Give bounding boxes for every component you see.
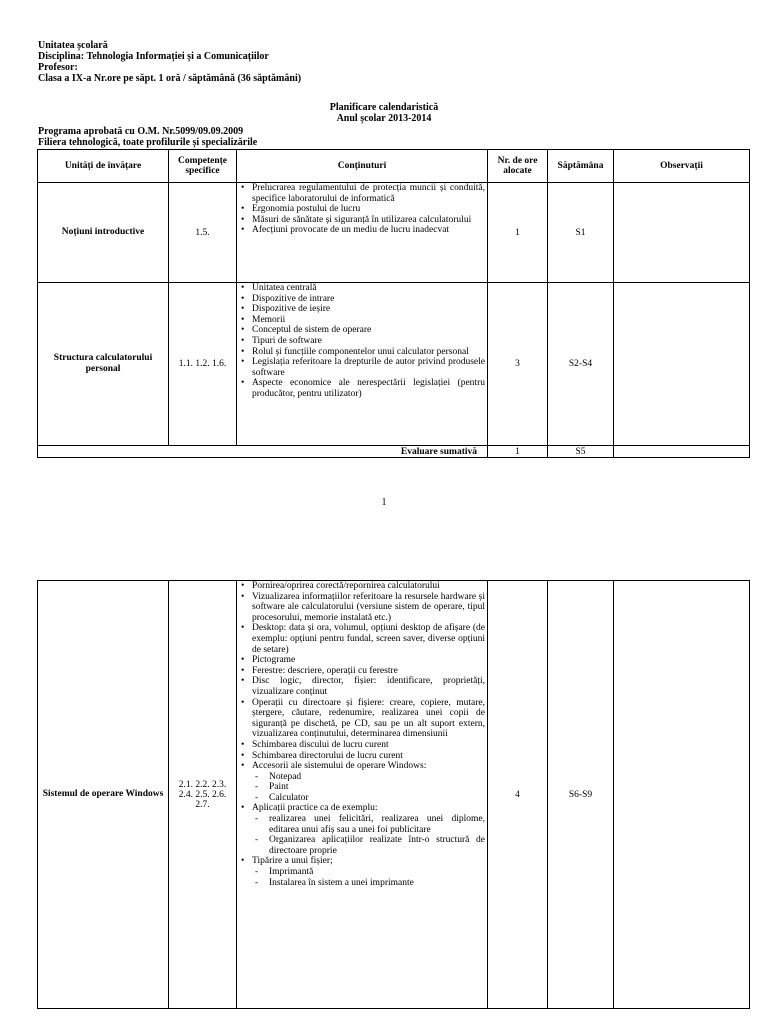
table-row [38,183,750,283]
list-item: • Ferestre: descriere, operații cu ferestre [237,666,485,677]
competente-cell: 1.1. 1.2. 1.6. [169,283,237,446]
list-item: • Pornirea/oprirea corectă/repornirea calculatorului [237,581,485,592]
list-item: - Notepad [237,772,485,783]
page-number: 1 [381,497,387,508]
header-unitati: Unități de învățare [38,150,169,183]
evaluare-saptamana: S5 [548,446,614,458]
list-item: • Desktop: data și ora, volumul, opțiuni desktop de afișare (de exemplu: opțiuni pentru fundal, screen saver, diverse opțiuni de setare) [237,623,485,655]
saptamana-cell: S1 [548,183,614,283]
list-item: • Schimbarea discului de lucru curent [237,740,485,751]
list-item: • Aplicații practice ca de exemplu: [237,803,485,814]
doc-title: Planificare calendaristică [329,102,439,113]
class-info: Clasa a IX-a Nr.ore pe săpt. 1 oră / săptămână (36 săptămâni) [38,73,302,84]
list-item: • Vizualizarea informațiilor referitoare la resursele hardware și software ale calculatorului (versiune sistem de operare, tipul procesorului, memorie instalată etc.) [237,592,485,624]
program-branch: Filiera tehnologică, toate profilurile și specializările [38,137,258,148]
continut-cell [237,283,488,446]
list-item: • Aspecte economice ale nerespectării legislației (pentru producător, pentru utilizator) [237,378,485,399]
evaluare-observatii [614,446,750,458]
aplicatii-list [237,814,485,856]
header-continuturi: Conținuturi [237,150,488,183]
header-saptamana: Săptămâna [548,150,614,183]
accesorii-list [237,772,485,804]
observatii-cell [614,581,750,1009]
planning-table [37,149,750,458]
ore-cell: 3 [488,283,548,446]
header-observatii: Observații [614,150,750,183]
table-header-row [38,150,750,183]
list-item: • Măsuri de sănătate și siguranță în utilizarea calculatorului [237,215,485,226]
content-list [237,283,485,400]
content-list [237,803,485,814]
list-item: • Disc logic, director, fișier: identificare, proprietăți, vizualizare conținut [237,676,485,697]
table-row [38,283,750,446]
continut-cell [237,581,488,1009]
list-item: • Dispozitive de ieșire [237,304,485,315]
header-competente: Competențe specifice [169,150,237,183]
observatii-cell [614,183,750,283]
list-item: - realizarea unei felicitări, realizarea unei diplome, editarea unui afiș sau a unei foi publicitare [237,814,485,835]
saptamana-cell: S2-S4 [548,283,614,446]
teacher: Profesor: [38,62,78,73]
list-item: • Unitatea centrală [237,283,485,294]
list-item: • Dispozitive de intrare [237,294,485,305]
list-item: • Tipărire a unui fișier; [237,856,485,867]
competente-cell: 2.1. 2.2. 2.3. 2.4. 2.5. 2.6. 2.7. [169,581,237,1009]
list-item: • Accesorii ale sistemului de operare Windows: [237,761,485,772]
list-item: • Afecțiuni provocate de un mediu de lucru inadecvat [237,225,485,236]
list-item: • Tipuri de software [237,336,485,347]
school-year: Anul școlar 2013-2014 [336,113,432,124]
list-item: - Imprimantă [237,867,485,878]
continut-cell [237,183,488,283]
list-item: - Organizarea aplicațiilor realizate într-o structură de directoare proprie [237,835,485,856]
list-item: - Calculator [237,793,485,804]
evaluare-row [38,446,750,458]
content-list [237,183,485,236]
list-item: • Rolul și funcțiile componentelor unui calculator personal [237,347,485,358]
list-item: • Operații cu directoare și fișiere: creare, copiere, mutare, ștergere, căutare, redenumire, realizarea unei copii de siguranță pe dischetă, pe CD, sau pe un alt suport extern, vizualizarea conținutului, determinarea dimensiunii [237,698,485,740]
ore-cell: 4 [488,581,548,1009]
tiparire-list [237,867,485,888]
unit-cell: Structura calculatorului personal [38,283,169,446]
list-item: - Instalarea în sistem a unei imprimante [237,878,485,889]
content-list [237,856,485,867]
discipline: Disciplina: Tehnologia Informației și a Comunicațiilor [38,51,269,62]
unit-cell: Sistemul de operare Windows [38,581,169,1009]
ore-cell: 1 [488,183,548,283]
list-item: • Memorii [237,315,485,326]
content-list [237,581,485,772]
unit-cell: Noțiuni introductive [38,183,169,283]
list-item: • Ergonomia postului de lucru [237,204,485,215]
list-item: • Legislația referitoare la drepturile de autor privind produsele software [237,357,485,378]
evaluare-label: Evaluare sumativă [38,446,488,458]
saptamana-cell: S6-S9 [548,581,614,1009]
evaluare-ore: 1 [488,446,548,458]
table-row [38,581,750,1009]
list-item: • Conceptul de sistem de operare [237,325,485,336]
program-approval: Programa aprobată cu O.M. Nr.5099/09.09.2009 [38,126,244,137]
list-item: • Prelucrarea regulamentului de protecția muncii și conduită, specifice laboratorului de informatică [237,183,485,204]
list-item: - Paint [237,782,485,793]
school-unit: Unitatea școlară [38,40,108,51]
header-nr-ore: Nr. de ore alocate [488,150,548,183]
planning-table-page-2 [37,580,750,1009]
observatii-cell [614,283,750,446]
list-item: • Schimbarea directorului de lucru curent [237,751,485,762]
list-item: • Pictograme [237,655,485,666]
competente-cell: 1.5. [169,183,237,283]
